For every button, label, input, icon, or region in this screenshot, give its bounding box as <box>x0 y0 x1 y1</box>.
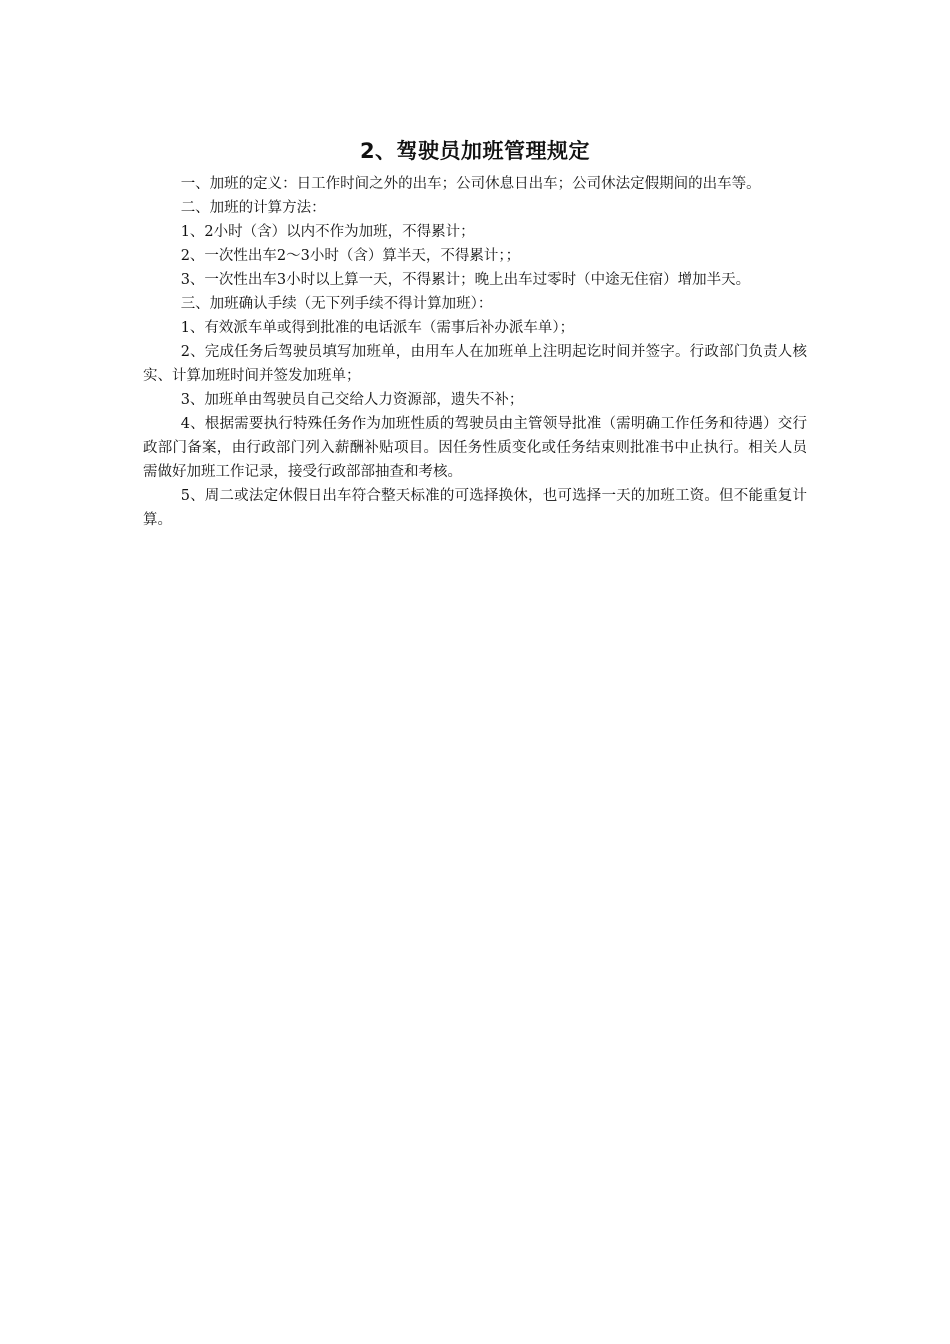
document-title: 2、驾驶员加班管理规定 <box>359 139 591 163</box>
paragraph-confirmation-item-1: 1、有效派车单或得到批准的电话派车（需事后补办派车单）； <box>180 320 575 336</box>
paragraph-calculation-item-1: 1、2小时（含）以内不作为加班，不得累计； <box>180 224 475 240</box>
paragraph-calculation-item-3: 3、一次性出车3小时以上算一天，不得累计；晚上出车过零时（中途无住宿）增加半天。 <box>180 272 751 288</box>
paragraph-calculation-item-2: 2、一次性出车2～3小时（含）算半天，不得累计；； <box>180 248 521 264</box>
paragraph-confirmation-item-4: 4、根据需要执行特殊任务作为加班性质的驾驶员由主管领导批准（需明确工作任务和待遇）交行政部门备案，由行政部门列入薪酬补贴项目。因任务性质变化或任务结束则批准书中止执行。相关人员需做好加班工作记录，接受行政部部抽查和考核。 <box>143 416 807 480</box>
paragraph-confirmation-heading: 三、加班确认手续（无下列手续不得计算加班）： <box>180 296 493 312</box>
paragraph-confirmation-item-2: 2、完成任务后驾驶员填写加班单，由用车人在加班单上注明起讫时间并签字。行政部门负责人核实、计算加班时间并签发加班单； <box>143 344 807 384</box>
document-body <box>143 136 807 532</box>
paragraph-confirmation-item-3: 3、加班单由驾驶员自己交给人力资源部，遗失不补； <box>180 392 524 408</box>
paragraph-calculation-heading: 二、加班的计算方法： <box>180 200 326 216</box>
paragraph-confirmation-item-5: 5、周二或法定休假日出车符合整天标准的可选择换休，也可选择一天的加班工资。但不能重复计算。 <box>143 488 807 528</box>
paragraph-overtime-definition: 一、加班的定义：日工作时间之外的出车；公司休息日出车；公司休法定假期间的出车等。 <box>180 176 761 192</box>
